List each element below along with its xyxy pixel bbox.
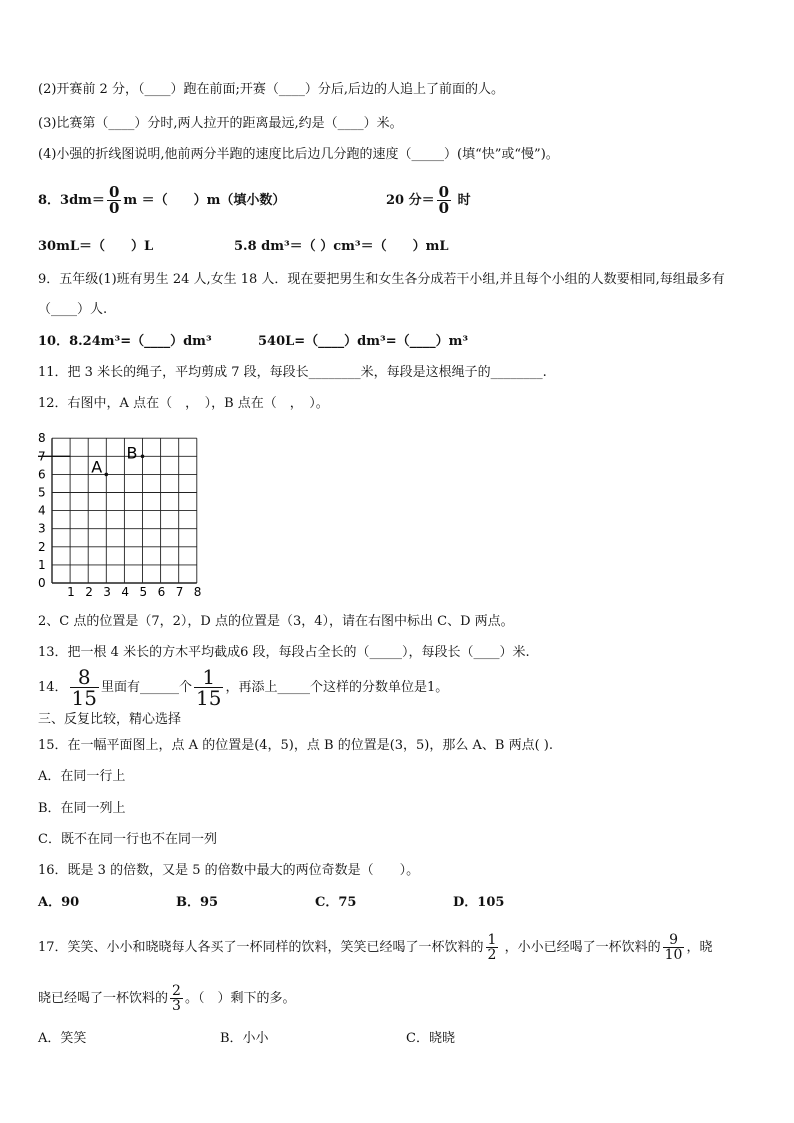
- q17-line2-prefix: 晓已经喝了一杯饮料的: [38, 991, 169, 1006]
- q15-option-b: B．在同一列上: [38, 801, 126, 816]
- q8a-prefix: 8．3dm＝: [38, 193, 105, 208]
- q17-line2: [38, 979, 295, 1019]
- q17-fraction-2: [663, 933, 685, 962]
- q8a-denominator: 0: [108, 199, 120, 217]
- grid-y-tick-label: 6: [38, 467, 46, 482]
- q8-row2-left: 30mL＝（ ）L: [38, 239, 154, 254]
- grid-y-tick-label: 8: [38, 431, 46, 446]
- q15-option-a: A．在同一行上: [38, 769, 126, 784]
- grid-x-tick-label: 8: [193, 585, 202, 599]
- point-b-marker: [141, 455, 145, 459]
- q8-row2-right: 5.8 dm³＝（ ）cm³＝（ ）mL: [234, 239, 449, 254]
- q17-denominator-2: 10: [664, 947, 683, 963]
- q16: 16．既是 3 的倍数，又是 5 的倍数中最大的两位奇数是（ ）。: [38, 863, 420, 878]
- q14-numerator-2: 1: [194, 667, 223, 688]
- q17-line-end: ，晓: [686, 940, 713, 955]
- grid-x-tick-label: 7: [175, 585, 184, 599]
- q17-middle: ，小小已经喝了一杯饮料的: [504, 940, 661, 955]
- q12-part2: 2、C 点的位置是（7，2），D 点的位置是（3，4），请在右图中标出 C、D 两点。: [38, 614, 514, 629]
- grid-x-tick-label: 3: [103, 585, 111, 599]
- q17-numerator-2: 9: [663, 933, 685, 948]
- q7-part4: (4)小强的折线图说明,他前两分半跑的速度比后边几分跑的速度（_____）(填“快”或“慢”)。: [38, 147, 559, 162]
- grid-y-tick-label: 7: [38, 449, 46, 464]
- q8b-denominator: 0: [438, 199, 450, 217]
- point-b-label: B: [126, 443, 138, 463]
- grid-y-tick-label: 5: [38, 485, 46, 500]
- q10-right: 540L=（____）dm³=（____）m³: [258, 334, 469, 349]
- grid-y-tick-label: 3: [38, 521, 46, 536]
- grid-x-tick-label: 2: [85, 585, 93, 599]
- q14-fraction-1: [70, 667, 99, 708]
- q12: 12．右图中，A 点在（ ， ），B 点在（ ， ）。: [38, 396, 329, 411]
- q14: [38, 666, 448, 710]
- grid-y-labels: [38, 431, 46, 590]
- q16-option-c: C．75: [315, 895, 357, 910]
- q17-fraction-3: [170, 984, 183, 1013]
- q13: 13．把一根 4 米长的方木平均截成6 段，每段占全长的（_____），每段长（____）米.: [38, 645, 530, 660]
- q17-option-c: C．晓晓: [406, 1031, 455, 1046]
- q7-part2: (2)开赛前 2 分，（____）跑在前面;开赛（____）分后,后边的人追上了前面的人。: [38, 82, 504, 97]
- q8b-suffix: 时: [457, 193, 471, 208]
- q8-row1-right: [386, 181, 471, 221]
- grid-x-tick-label: 6: [157, 585, 166, 599]
- q14-middle: 里面有______个: [101, 680, 193, 695]
- q17-numerator-3: 2: [172, 983, 181, 999]
- grid-x-tick-label: 5: [139, 585, 148, 599]
- point-a-marker: [105, 473, 109, 477]
- coordinate-grid: [34, 424, 214, 600]
- q17-line2-suffix: 。（ ）剩下的多。: [184, 991, 296, 1006]
- q8a-suffix: m ＝（ ）m（填小数）: [123, 193, 286, 208]
- q8b-numerator: 0: [438, 183, 450, 201]
- q14-prefix: 14．: [38, 680, 68, 695]
- grid-y-tick-label: 0: [38, 576, 46, 590]
- q15: 15．在一幅平面图上，点 A 的位置是(4，5)，点 B 的位置是(3，5)，那么 A、B 两点( ).: [38, 738, 553, 753]
- q17-option-b: B．小小: [220, 1031, 269, 1046]
- section-3-title: 三、反复比较，精心选择: [38, 712, 182, 727]
- q7-part3: (3)比赛第（____）分时,两人拉开的距离最远,约是（____）米。: [38, 116, 403, 131]
- q17-fraction-1: [486, 933, 499, 962]
- q14-numerator-1: 8: [70, 667, 99, 688]
- q14-fraction-2: [194, 667, 223, 708]
- q9-line1: 9．五年级(1)班有男生 24 人,女生 18 人．现在要把男生和女生各分成若干小组,并且每个小组的人数要相同,每组最多有: [38, 272, 725, 287]
- grid-lines: [52, 438, 197, 583]
- q17-denominator-1: 2: [487, 947, 497, 963]
- grid-x-tick-label: 4: [121, 585, 130, 599]
- q14-denominator-2: 15: [196, 686, 222, 710]
- q10-left: 10．8.24m³=（____）dm³: [38, 334, 212, 349]
- q9-line2: （____）人.: [38, 302, 108, 317]
- grid-y-tick-label: 1: [38, 557, 46, 572]
- q17-denominator-3: 3: [172, 998, 181, 1014]
- q8a-numerator: 0: [108, 183, 120, 201]
- q16-option-d: D．105: [453, 895, 505, 910]
- q17-numerator-1: 1: [487, 932, 497, 948]
- q14-denominator-1: 15: [71, 686, 97, 710]
- q8b-prefix: 20 分＝: [386, 193, 435, 208]
- q17-option-a: A．笑笑: [38, 1031, 87, 1046]
- q16-option-b: B．95: [176, 895, 219, 910]
- grid-y-tick-label: 2: [38, 539, 46, 554]
- q15-option-c: C．既不在同一行也不在同一列: [38, 832, 217, 847]
- q17-prefix: 17．笑笑、小小和晓晓每人各买了一杯同样的饮料，笑笑已经喝了一杯饮料的: [38, 940, 484, 955]
- q16-option-a: A．90: [38, 895, 80, 910]
- q14-suffix: ，再添上_____个这样的分数单位是1。: [225, 680, 449, 695]
- q17-line1: [38, 928, 712, 968]
- q11: 11．把 3 米长的绳子，平均剪成 7 段，每段长________米，每段是这根绳子的________.: [38, 365, 547, 380]
- q8b-fraction: [437, 185, 451, 216]
- grid-y-tick-label: 4: [38, 503, 46, 518]
- q8a-fraction: [107, 185, 121, 216]
- grid-x-labels: [67, 585, 201, 599]
- point-a-label: A: [91, 457, 103, 477]
- q8-row1-left: [38, 181, 285, 221]
- grid-x-tick-label: 1: [67, 585, 75, 599]
